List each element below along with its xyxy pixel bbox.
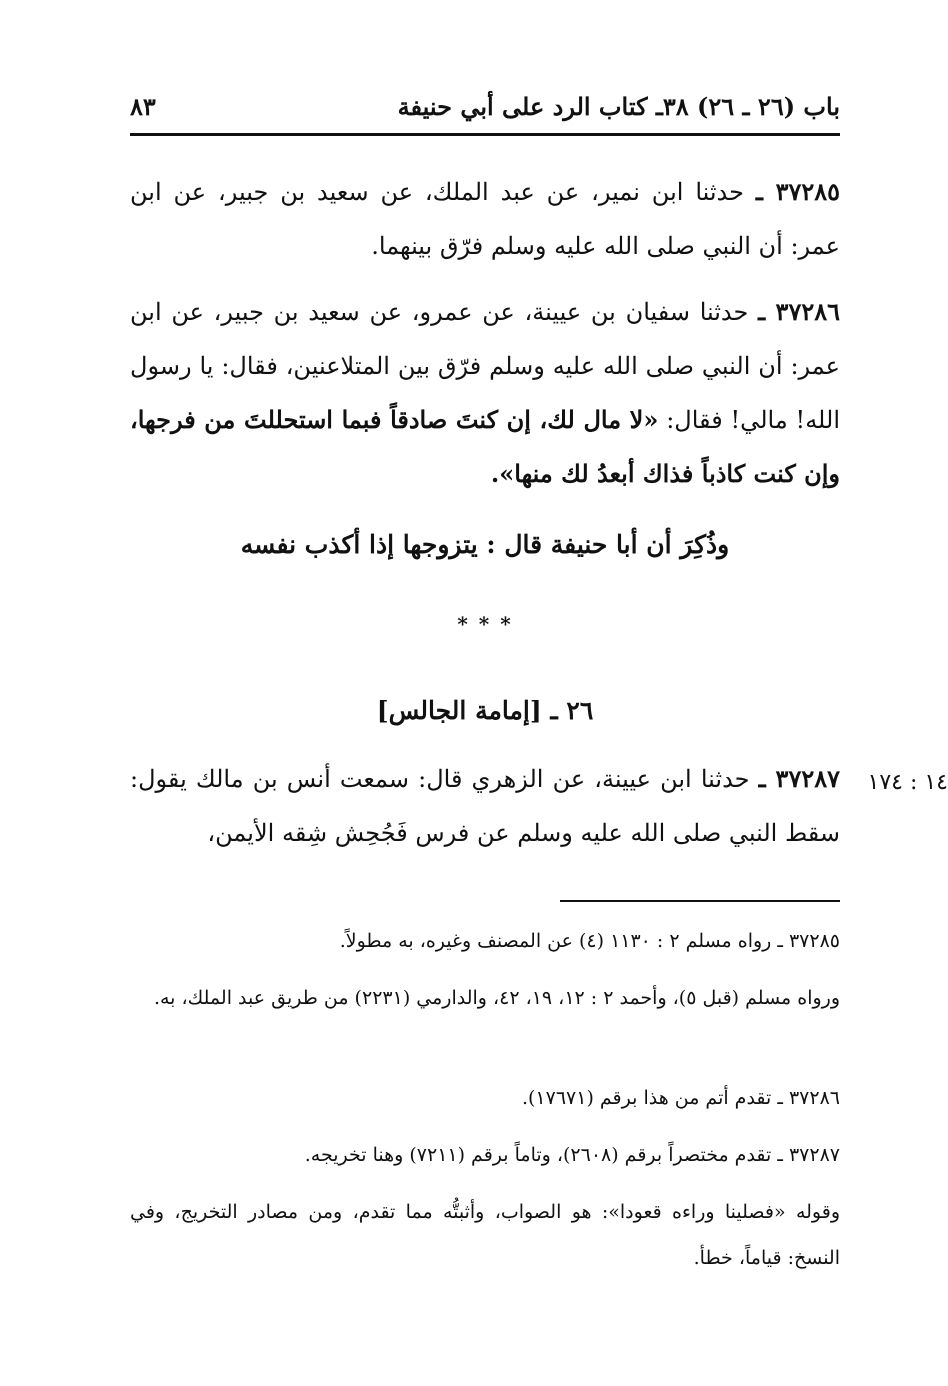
section-separator: * * * <box>457 612 513 636</box>
footnote-37285-continued: ورواه مسلم (قبل ٥)، وأحمد ٢ : ١٢، ١٩، ٤٢، والدارمي (٢٢٣١) من طريق عبد الملك، به. <box>153 987 840 1009</box>
hadith-quote: «لا مال لك، إن كنتَ صادقاً فبما استحللتَ من فرجها، وإن كنت كاذباً فذاك أبعدُ لك منها». <box>130 405 840 488</box>
hadith-text: حدثنا سفيان بن عيينة، عن عمرو، عن سعيد بن جبير، عن ابن عمر: أن النبي صلى الله عليه وسلم فرّق بين المتلاعنين، فقال: يا رسول الله! مالي! فقال: <box>130 298 840 434</box>
page-header <box>130 92 840 126</box>
margin-reference: ١٤ : ١٧٤ <box>867 770 948 795</box>
header-rule <box>130 133 840 136</box>
footnote-rule <box>560 900 840 902</box>
footnote-37287: ٣٧٢٨٧ ـ تقدم مختصراً برقم (٢٦٠٨)، وتاماً برقم (٧٢١١) وهنا تخريجه. <box>304 1144 840 1166</box>
page-number: ٨٣ <box>130 92 156 121</box>
hadith-text: حدثنا ابن عيينة، عن الزهري قال: سمعت أنس بن مالك يقول: سقط النبي صلى الله عليه وسلم عن فرس فَجُحِش شِقه الأيمن، <box>130 765 840 847</box>
hadith-37287 <box>130 752 840 860</box>
abu-hanifa-statement: وذُكِرَ أن أبا حنيفة قال : يتزوجها إذا أكذب نفسه <box>240 530 730 559</box>
hadith-37286 <box>130 285 840 501</box>
section-title: ٢٦ ـ [إمامة الجالس] <box>376 696 594 725</box>
hadith-37285 <box>130 165 840 273</box>
footnote-37287-note: وقوله «فصلينا وراءه قعودا»: هو الصواب، وأثبتُّه مما تقدم، ومن مصادر التخريج، وفي النسخ: قياماً، خطأ. <box>130 1201 840 1269</box>
hadith-number: ٣٧٢٨٧ ـ <box>758 764 840 793</box>
hadith-number: ٣٧٢٨٥ ـ <box>755 177 841 206</box>
footnote-37285: ٣٧٢٨٥ ـ رواه مسلم ٢ : ١١٣٠ (٤) عن المصنف وغيره، به مطولاً. <box>339 930 840 952</box>
footnote-37286: ٣٧٢٨٦ ـ تقدم أتم من هذا برقم (١٧٦٧١). <box>521 1087 840 1109</box>
chapter-heading: باب (٢٦ ـ ٢٦) ٣٨ـ كتاب الرد على أبي حنيفة <box>397 92 840 121</box>
hadith-number: ٣٧٢٨٦ ـ <box>758 297 840 326</box>
hadith-text: حدثنا ابن نمير، عن عبد الملك، عن سعيد بن جبير، عن ابن عمر: أن النبي صلى الله عليه وسلم فرّق بينهما. <box>130 178 840 260</box>
